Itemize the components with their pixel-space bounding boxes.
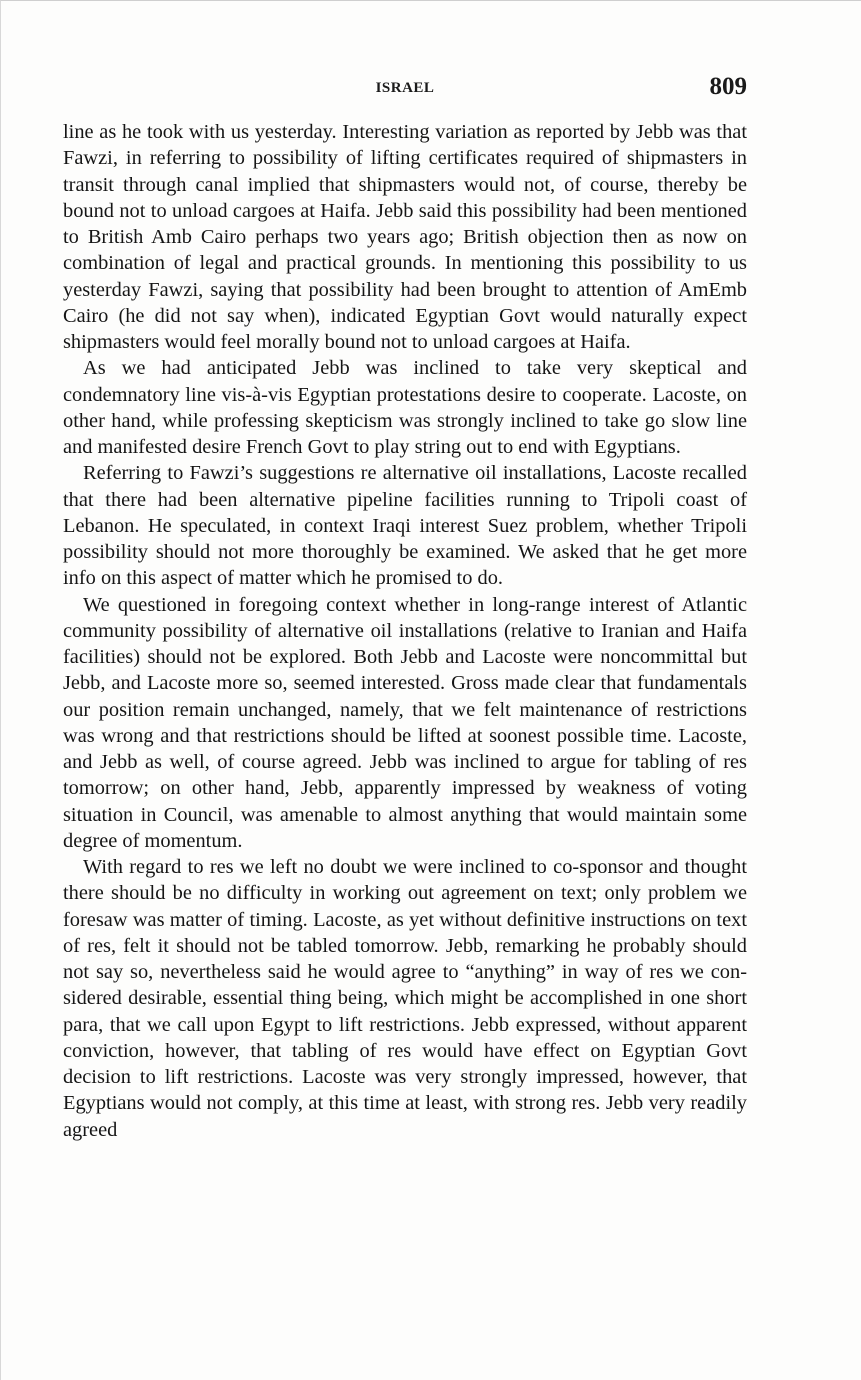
page-number: 809 <box>709 73 747 100</box>
paragraph-1: line as he took with us yesterday. Interesting variation as reported by Jebb was that Fawzi, in referring to possibility of lifting certificates required of shipmasters in transit through canal implied that shipmasters would not, of course, thereby be bound not to unload cargoes at Haifa. Jebb said this possibility had been mentioned to British Amb Cairo perhaps two years ago; British objection then as now on combination of legal and practical grounds. In mentioning this possibility to us yesterday Fawzi, saying that possibility had been brought to attention of AmEmb Cairo (he did not say when), indicated Egyptian Govt would naturally expect shipmasters would feel morally bound not to unload cargoes at Haifa. <box>63 121 747 353</box>
running-title: ISRAEL <box>375 80 435 96</box>
paragraph-4: We questioned in foregoing context whether in long-range interest of Atlantic community possibility of alternative oil installations (relative to Iranian and Haifa facilities) should not be explored. Both Jebb and Lacoste were noncommittal but Jebb, and Lacoste more so, seemed interested. Gross made clear that fundamentals our position remain unchanged, namely, that we felt maintenance of restrictions was wrong and that restrictions should be lifted at soonest possible time. Lacoste, and Jebb as well, of course agreed. Jebb was inclined to argue for tabling of res tomorrow; on other hand, Jebb, apparently impressed by weakness of voting situation in Council, was amenable to almost anything that would maintain some degree of momentum. <box>63 593 747 852</box>
running-header <box>63 73 747 107</box>
paragraph-5: With regard to res we left no doubt we were inclined to co-sponsor and thought there should be no difficulty in working out agreement on text; only problem we foresaw was matter of timing. Lacoste, as yet without definitive instructions on text of res, felt it should not be tabled tomorrow. Jebb, remarking he probably should not say so, nevertheless said he would agree to “anything” in way of res we considered desirable, essential thing being, which might be accomplished in one short para, that we call upon Egypt to lift restrictions. Jebb expressed, without apparent conviction, however, that tabling of res would have effect on Egyptian Govt decision to lift restrictions. Lacoste was very strongly impressed, however, that Egyptians would not comply, at this time at least, with strong res. Jebb very readily agreed <box>63 856 747 1141</box>
paragraph-3: Referring to Fawzi’s suggestions re alternative oil installations, Lacoste recalled that there had been alternative pipeline facilities running to Tripoli coast of Lebanon. He speculated, in context Iraqi interest Suez problem, whether Tripoli possibility should not more thoroughly be examined. We asked that he get more info on this aspect of matter which he promised to do. <box>63 462 747 590</box>
body-text <box>63 119 747 1143</box>
paragraph-2: As we had anticipated Jebb was inclined to take very skeptical and condemnatory line vis-à-vis Egyptian protestations desire to cooperate. Lacoste, on other hand, while professing skepticism was strongly inclined to take go slow line and manifested desire French Govt to play string out to end with Egyptians. <box>63 357 747 458</box>
